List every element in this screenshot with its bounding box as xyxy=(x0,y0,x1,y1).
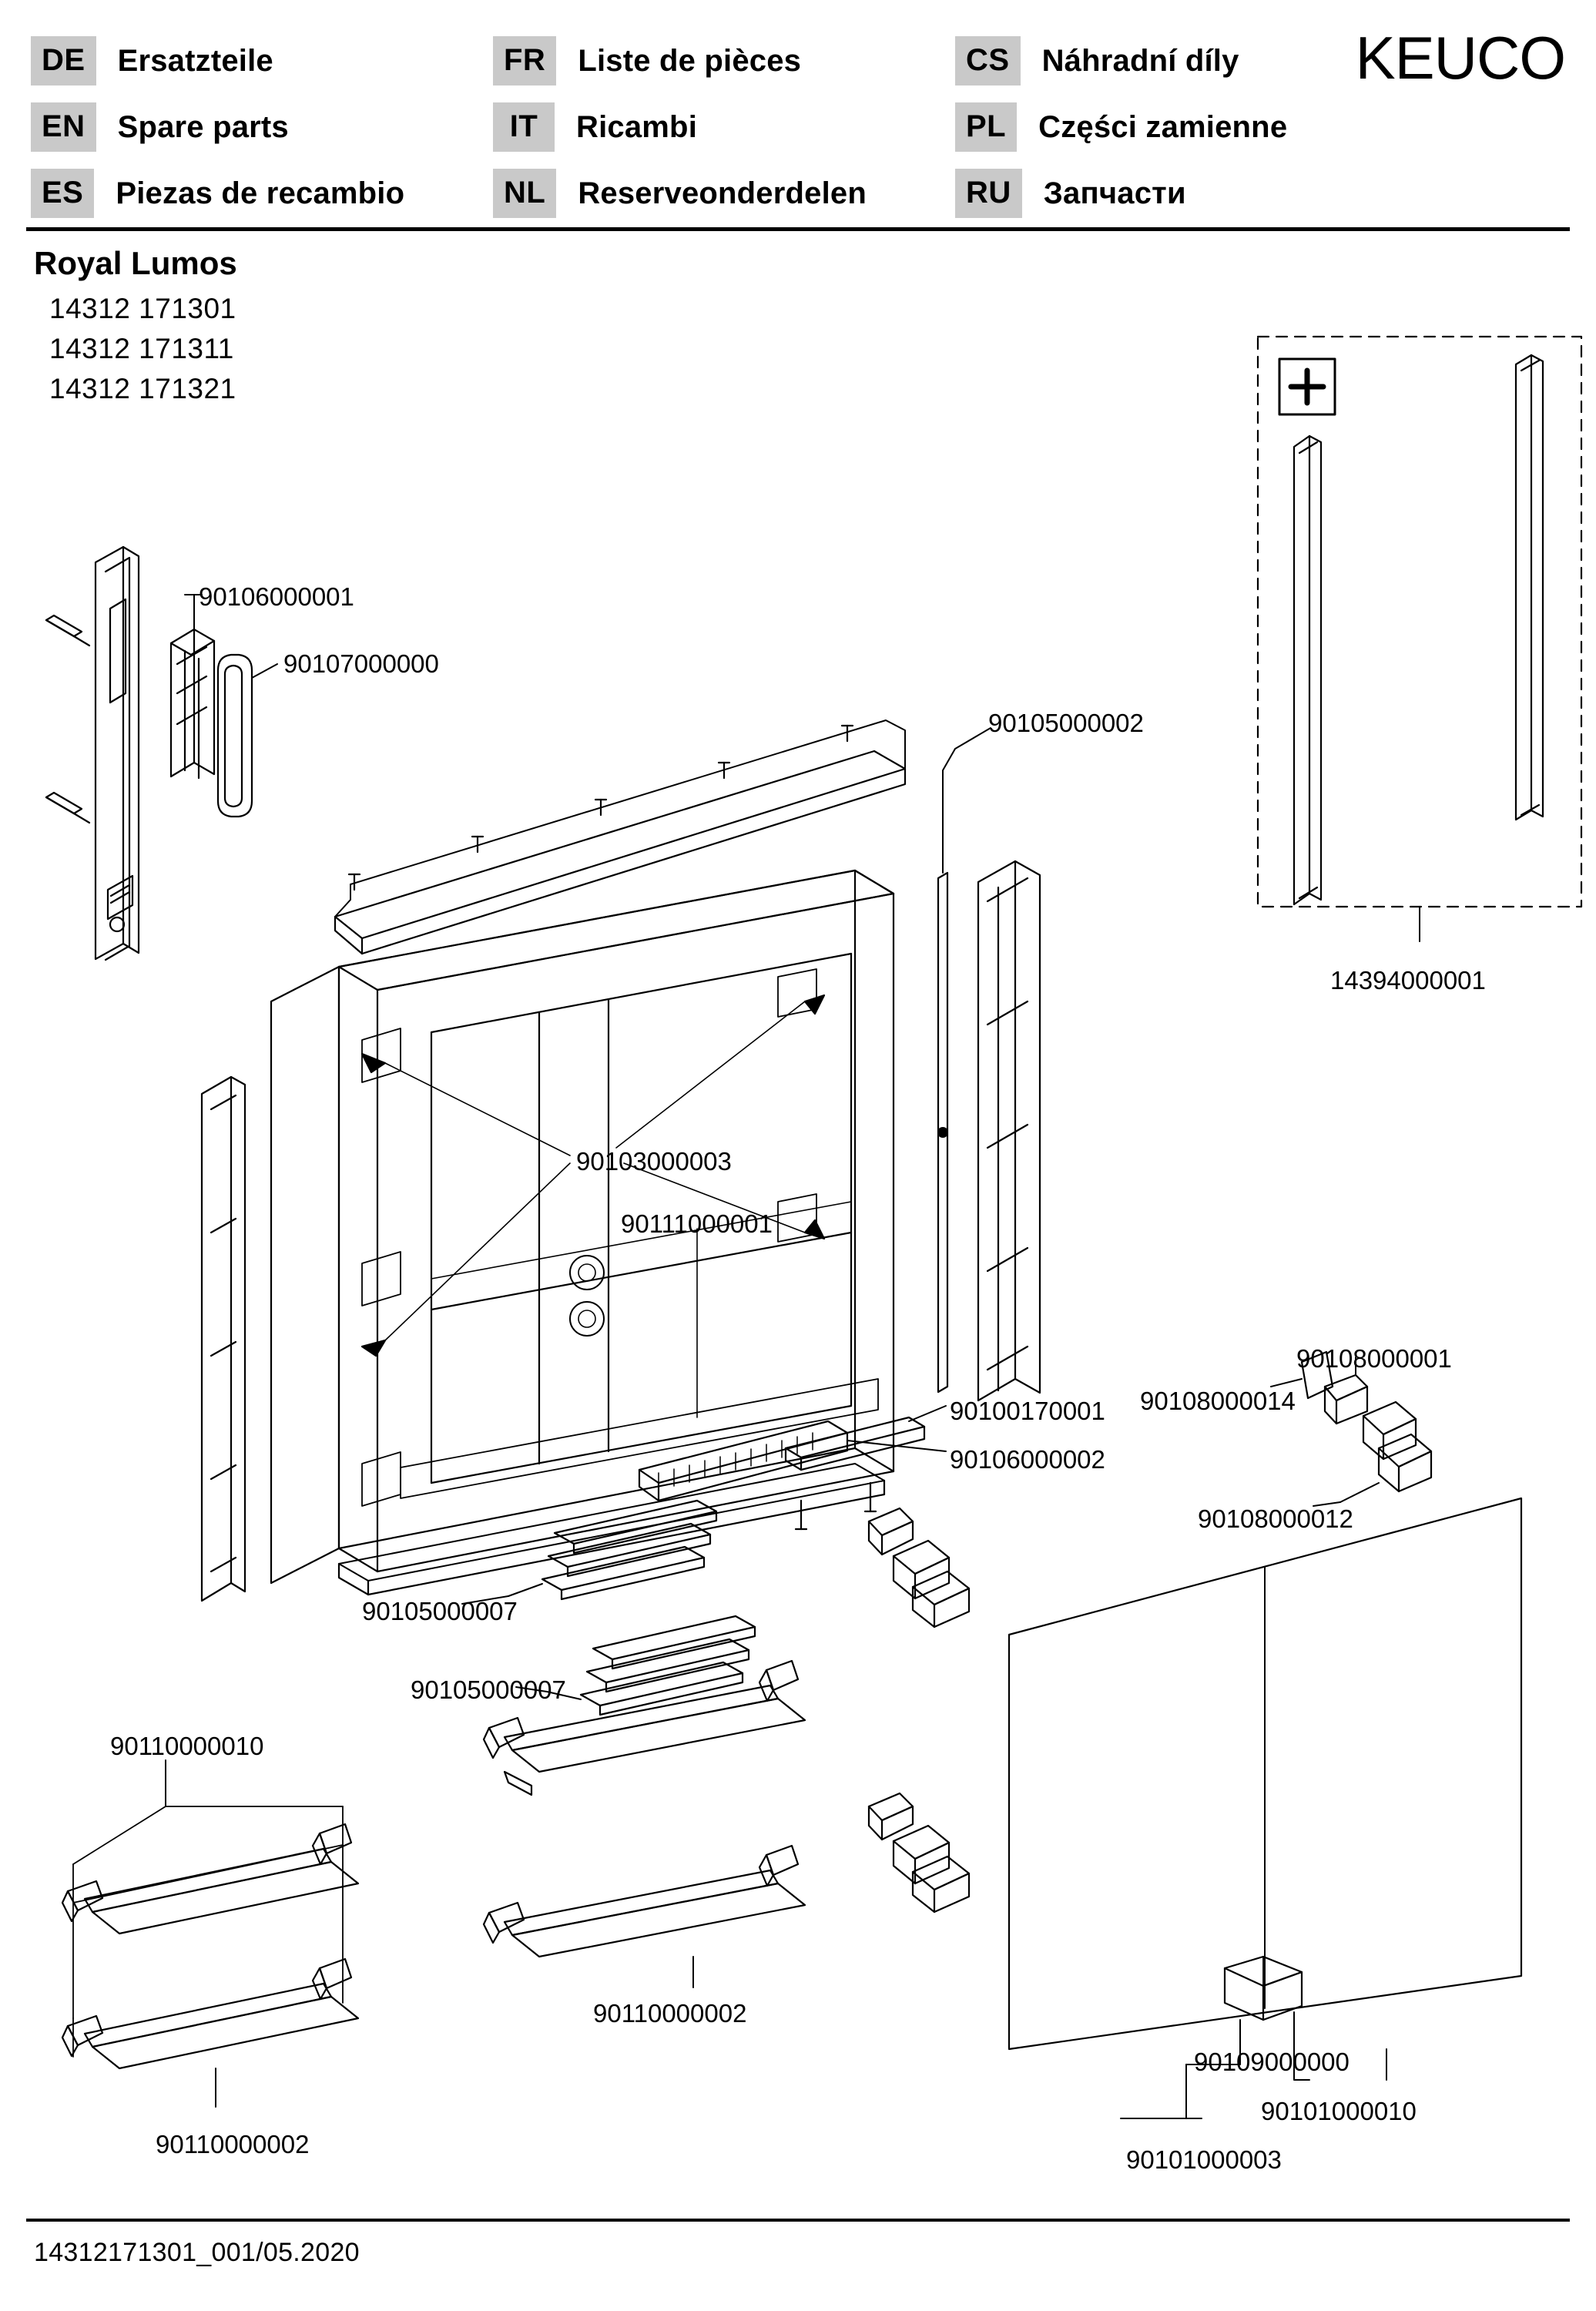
document-code: 14312171301_001/05.2020 xyxy=(34,2238,360,2267)
language-code-ru: RU xyxy=(955,169,1022,218)
page-title: Royal Lumos xyxy=(34,245,237,281)
language-label-cs: Náhradní díly xyxy=(1041,43,1239,78)
language-entry-it xyxy=(493,102,955,152)
language-entry-cs xyxy=(955,36,1340,86)
language-entry-es xyxy=(31,169,493,218)
part-label-90105000007-a: 90105000007 xyxy=(362,1597,518,1625)
part-label-90111000001: 90111000001 xyxy=(621,1209,773,1238)
footer-divider xyxy=(26,2219,1570,2222)
part-label-90105000007-b: 90105000007 xyxy=(411,1675,566,1704)
language-code-nl: NL xyxy=(493,169,556,218)
language-code-cs: CS xyxy=(955,36,1021,86)
language-entry-pl xyxy=(955,102,1340,152)
language-code-es: ES xyxy=(31,169,94,218)
language-code-pl: PL xyxy=(955,102,1017,152)
language-header xyxy=(31,28,1340,226)
article-number-1: 14312 171301 xyxy=(49,293,236,324)
header-divider xyxy=(26,227,1570,231)
language-label-it: Ricambi xyxy=(576,109,698,144)
language-code-it: IT xyxy=(493,102,555,152)
part-label-90106000002: 90106000002 xyxy=(950,1445,1105,1474)
part-label-90107000000: 90107000000 xyxy=(283,649,439,678)
article-number-2: 14312 171311 xyxy=(49,333,234,364)
part-label-90101000003: 90101000003 xyxy=(1126,2145,1282,2174)
part-label-90108000012: 90108000012 xyxy=(1198,1504,1353,1533)
part-label-90110000010: 90110000010 xyxy=(110,1732,264,1760)
part-label-90101000010: 90101000010 xyxy=(1261,2097,1417,2125)
part-label-90110000002-b: 90110000002 xyxy=(156,2130,310,2158)
language-label-es: Piezas de recambio xyxy=(116,176,405,210)
part-label-90109000000: 90109000000 xyxy=(1194,2048,1350,2076)
language-entry-nl xyxy=(493,169,955,218)
language-entry-en xyxy=(31,102,493,152)
part-label-90103000003: 90103000003 xyxy=(576,1147,732,1176)
part-label-90110000002-a: 90110000002 xyxy=(593,1999,747,2028)
language-label-nl: Reserveonderdelen xyxy=(578,176,867,210)
language-entry-de xyxy=(31,36,493,86)
language-label-ru: Запчасти xyxy=(1043,176,1186,210)
language-entry-fr xyxy=(493,36,955,86)
language-code-fr: FR xyxy=(493,36,556,86)
part-label-90106000001: 90106000001 xyxy=(199,582,354,611)
language-label-fr: Liste de pièces xyxy=(578,43,802,78)
language-label-pl: Części zamienne xyxy=(1038,109,1288,144)
article-number-3: 14312 171321 xyxy=(49,373,236,404)
language-code-en: EN xyxy=(31,102,96,152)
language-code-de: DE xyxy=(31,36,96,86)
language-entry-ru xyxy=(955,169,1340,218)
part-label-14394000001: 14394000001 xyxy=(1330,966,1486,995)
keuco-logo: KEUCO xyxy=(1355,24,1565,92)
part-label-90100170001: 90100170001 xyxy=(950,1397,1105,1425)
title-block xyxy=(34,245,237,413)
part-label-90108000014: 90108000014 xyxy=(1140,1387,1296,1415)
part-label-90105000002: 90105000002 xyxy=(988,709,1144,737)
language-label-de: Ersatzteile xyxy=(117,43,273,78)
language-label-en: Spare parts xyxy=(117,109,289,144)
part-label-90108000001: 90108000001 xyxy=(1296,1344,1452,1373)
